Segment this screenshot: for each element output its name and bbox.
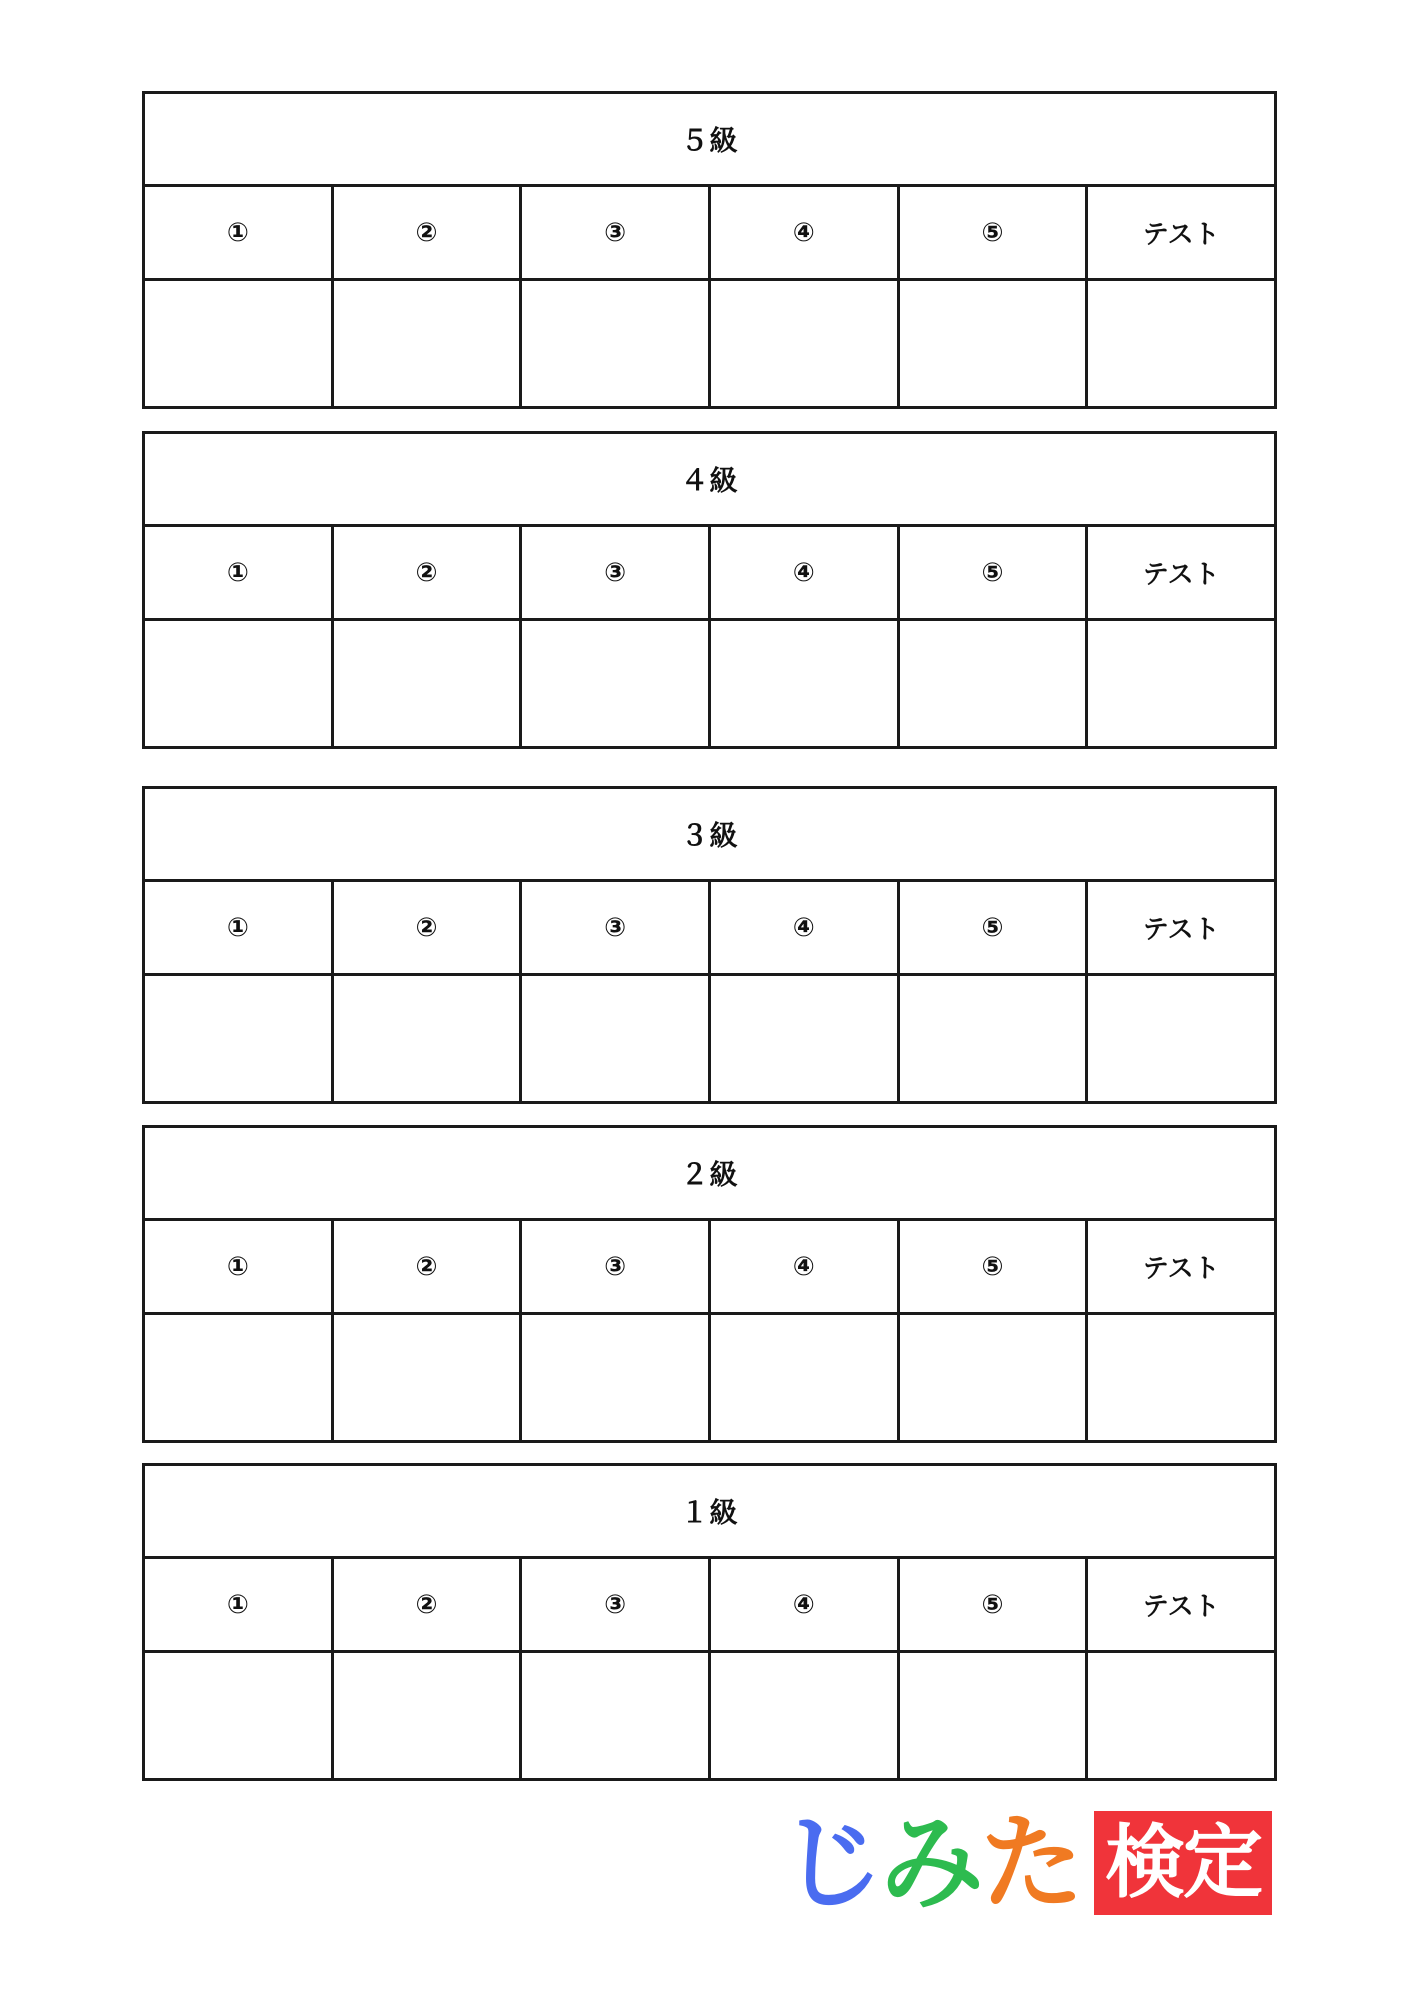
- step-label-5: ⑤: [898, 526, 1087, 620]
- blank-cell: [521, 620, 710, 748]
- grade-title: ３級: [144, 788, 1276, 881]
- blank-cell: [332, 1652, 521, 1780]
- blank-cell: [898, 280, 1087, 408]
- blank-cell: [709, 1314, 898, 1442]
- step-label-3: ③: [521, 1220, 710, 1314]
- step-label-2: ②: [332, 1558, 521, 1652]
- blank-cell: [898, 975, 1087, 1103]
- logo-char-ta: た: [980, 1801, 1081, 1924]
- blank-cell: [709, 1652, 898, 1780]
- blank-cell: [898, 1314, 1087, 1442]
- blank-cell: [709, 280, 898, 408]
- blank-cell: [709, 620, 898, 748]
- blank-cell: [521, 975, 710, 1103]
- blank-cell: [332, 280, 521, 408]
- test-label: テスト: [1087, 526, 1276, 620]
- step-label-1: ①: [144, 526, 333, 620]
- step-label-5: ⑤: [898, 881, 1087, 975]
- grade-title: １級: [144, 1465, 1276, 1558]
- step-label-2: ②: [332, 881, 521, 975]
- grade-table-3: [142, 786, 1277, 1104]
- test-label: テスト: [1087, 1220, 1276, 1314]
- blank-cell: [898, 620, 1087, 748]
- step-label-1: ①: [144, 881, 333, 975]
- grade-title: ４級: [144, 433, 1276, 526]
- step-label-4: ④: [709, 1558, 898, 1652]
- blank-cell: [144, 1652, 333, 1780]
- blank-cell: [521, 280, 710, 408]
- blank-cell: [332, 975, 521, 1103]
- blank-cell: [709, 975, 898, 1103]
- blank-cell: [1087, 1652, 1276, 1780]
- blank-cell: [144, 1314, 333, 1442]
- step-label-2: ②: [332, 1220, 521, 1314]
- step-label-1: ①: [144, 1220, 333, 1314]
- step-label-2: ②: [332, 186, 521, 280]
- blank-cell: [521, 1652, 710, 1780]
- test-label: テスト: [1087, 186, 1276, 280]
- blank-cell: [332, 620, 521, 748]
- grade-table-2: [142, 1125, 1277, 1443]
- blank-cell: [144, 280, 333, 408]
- logo-kentei-box: 検定: [1094, 1811, 1272, 1915]
- step-label-3: ③: [521, 186, 710, 280]
- step-label-2: ②: [332, 526, 521, 620]
- blank-cell: [144, 620, 333, 748]
- step-label-5: ⑤: [898, 1220, 1087, 1314]
- grade-table-5: [142, 91, 1277, 409]
- blank-cell: [521, 1314, 710, 1442]
- blank-cell: [1087, 280, 1276, 408]
- step-label-3: ③: [521, 526, 710, 620]
- step-label-5: ⑤: [898, 1558, 1087, 1652]
- step-label-3: ③: [521, 881, 710, 975]
- blank-cell: [1087, 975, 1276, 1103]
- blank-cell: [332, 1314, 521, 1442]
- step-label-4: ④: [709, 1220, 898, 1314]
- step-label-5: ⑤: [898, 186, 1087, 280]
- blank-cell: [144, 975, 333, 1103]
- grade-title: ５級: [144, 93, 1276, 186]
- step-label-4: ④: [709, 186, 898, 280]
- blank-cell: [1087, 1314, 1276, 1442]
- grade-table-1: [142, 1463, 1277, 1781]
- grade-title: ２級: [144, 1127, 1276, 1220]
- logo-char-mi: み: [880, 1801, 981, 1924]
- blank-cell: [1087, 620, 1276, 748]
- logo-char-ji: じ: [780, 1801, 881, 1924]
- jimita-kentei-logo: [780, 1801, 1272, 1924]
- grade-table-4: [142, 431, 1277, 749]
- step-label-3: ③: [521, 1558, 710, 1652]
- blank-cell: [898, 1652, 1087, 1780]
- step-label-4: ④: [709, 526, 898, 620]
- test-label: テスト: [1087, 881, 1276, 975]
- logo-kana: [780, 1801, 1081, 1924]
- step-label-1: ①: [144, 186, 333, 280]
- step-label-4: ④: [709, 881, 898, 975]
- test-label: テスト: [1087, 1558, 1276, 1652]
- step-label-1: ①: [144, 1558, 333, 1652]
